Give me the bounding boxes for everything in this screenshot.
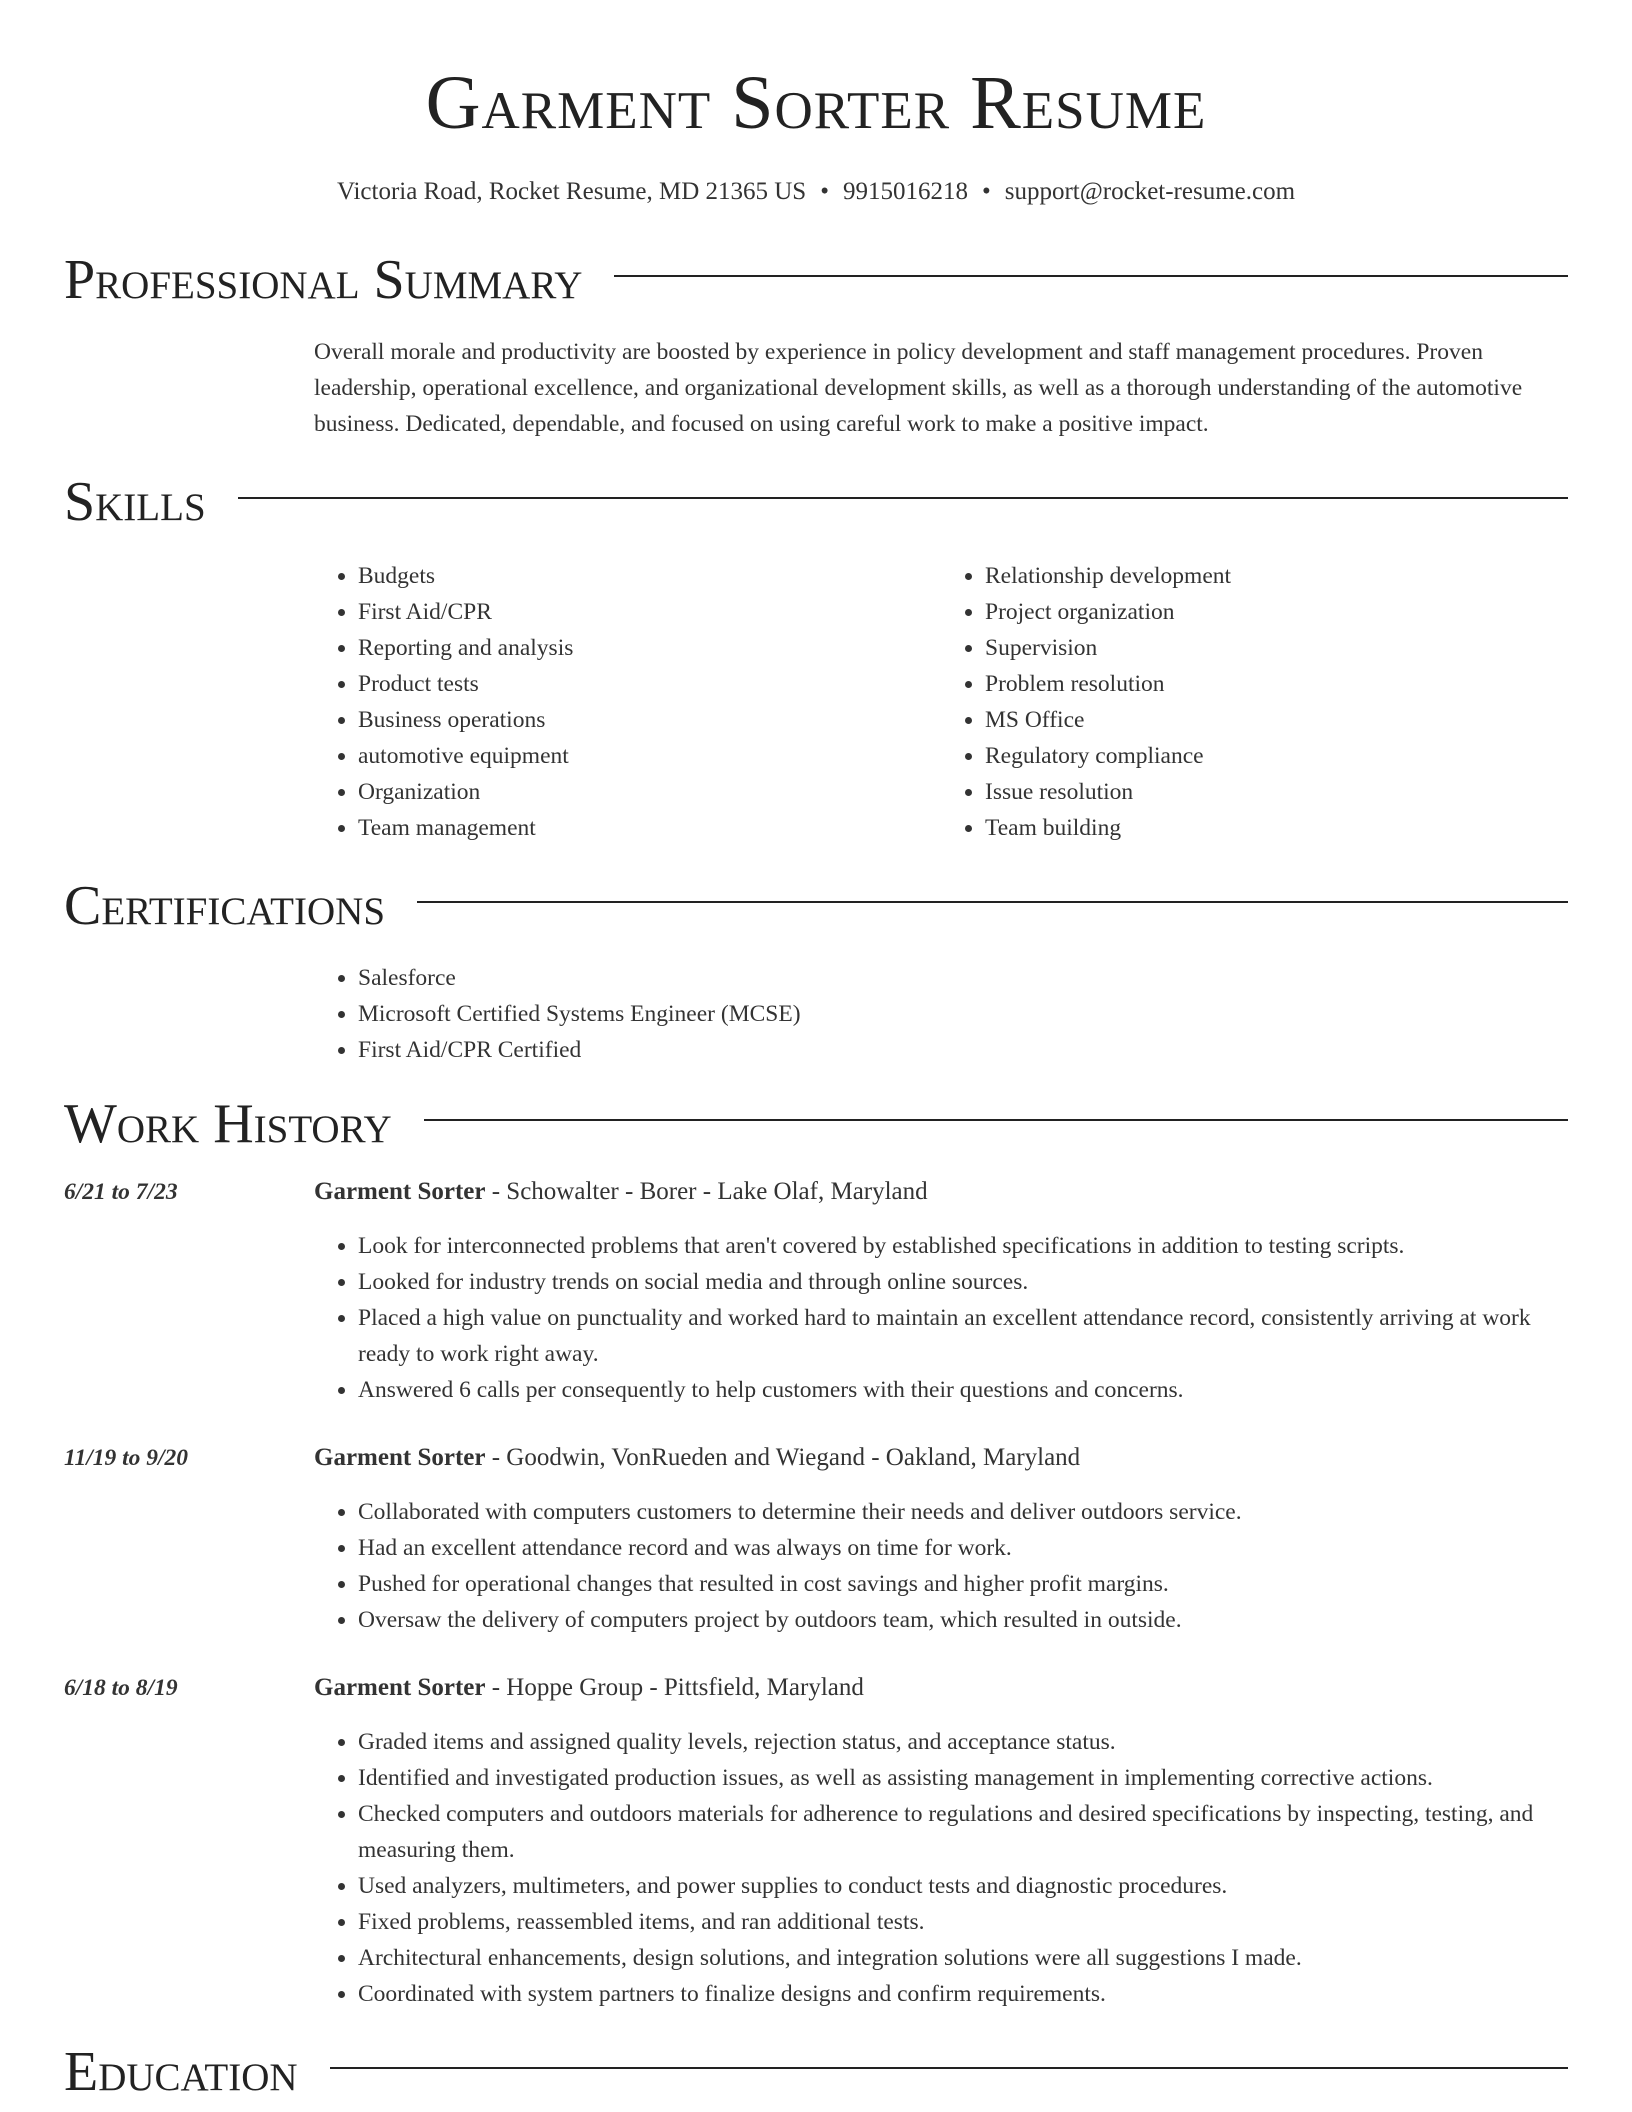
certifications-section-header [64, 876, 1568, 936]
job-employer: - Goodwin, VonRueden and Wiegand - Oakland, Maryland [485, 1444, 1081, 1471]
skill-item: • Relationship development [985, 558, 1568, 594]
duty-item: • Identified and investigated production issues, as well as assisting management in implementing corrective actions. [358, 1760, 1568, 1796]
skill-item: • Business operations [358, 702, 941, 738]
duty-item: • Looked for industry trends on social media and through online sources. [358, 1264, 1568, 1300]
summary-section-header [64, 250, 1568, 310]
education-heading: Education [64, 2041, 298, 2103]
duty-item: • Placed a high value on punctuality and worked hard to maintain an excellent attendance record, consistently arriving at work ready to work right away. [358, 1300, 1568, 1372]
contact-separator: • [981, 178, 991, 205]
section-divider [238, 497, 1568, 499]
skill-item: • Team building [985, 810, 1568, 846]
summary-text: Overall morale and productivity are boosted by experience in policy development and staff management procedures. Proven leadership, operational excellence, and organizational development skills, as well as a thorough understanding of the automotive business. Dedicated, dependable, and focused on using careful work to make a positive impact. [314, 339, 1523, 437]
skill-item: • Budgets [358, 558, 941, 594]
duty-item: • Checked computers and outdoors materials for adherence to regulations and desired specifications by inspecting, testing, and measuring them. [358, 1796, 1568, 1868]
skills-list [314, 558, 1568, 846]
skill-item: • Team management [358, 810, 941, 846]
job-title-line [314, 1670, 864, 1706]
duty-item: • Architectural enhancements, design solutions, and integration solutions were all suggestions I made. [358, 1940, 1568, 1976]
skill-item: • Project organization [985, 594, 1568, 630]
skill-item: • Problem resolution [985, 666, 1568, 702]
contact-phone: 9915016218 [842, 178, 968, 205]
skill-item: • MS Office [985, 702, 1568, 738]
section-divider [424, 1119, 1568, 1121]
job-title-line [314, 1174, 928, 1210]
section-divider [330, 2067, 1568, 2069]
duty-item: • Answered 6 calls per consequently to help customers with their questions and concerns. [358, 1372, 1568, 1408]
contact-separator: • [820, 178, 829, 205]
job-dates: 11/19 to 9/20 [64, 1445, 189, 1471]
skills-column-right [941, 558, 1568, 846]
skill-item: • Organization [358, 774, 941, 810]
certifications-list [314, 960, 1568, 1068]
summary-heading: Professional Summary [64, 249, 583, 311]
duty-item: • Coordinated with system partners to finalize designs and confirm requirements. [358, 1976, 1568, 2012]
contact-line [64, 178, 1568, 206]
job-entry-header [64, 1174, 1568, 1210]
job-dates: 6/21 to 7/23 [64, 1179, 178, 1205]
duty-item: • Pushed for operational changes that resulted in cost savings and higher profit margins. [358, 1566, 1568, 1602]
contact-email: support@rocket-resume.com [1004, 178, 1296, 205]
duty-item: • Oversaw the delivery of computers project by outdoors team, which resulted in outside. [358, 1602, 1568, 1638]
duty-item: • Look for interconnected problems that aren't covered by established specifications in addition to testing scripts. [358, 1228, 1568, 1264]
duty-item: • Graded items and assigned quality levels, rejection status, and acceptance status. [358, 1724, 1568, 1760]
duty-item: • Collaborated with computers customers to determine their needs and deliver outdoors service. [358, 1494, 1568, 1530]
duty-item: • Fixed problems, reassembled items, and ran additional tests. [358, 1904, 1568, 1940]
skills-heading: Skills [64, 471, 206, 533]
job-duties [314, 1494, 1568, 1638]
skills-column-left [314, 558, 941, 846]
work-heading: Work History [64, 1093, 392, 1155]
duty-item: • Used analyzers, multimeters, and power supplies to conduct tests and diagnostic procedures. [358, 1868, 1568, 1904]
skill-item: • automotive equipment [358, 738, 941, 774]
contact-address: Victoria Road, Rocket Resume, MD 21365 US [336, 178, 807, 205]
skills-section-header [64, 472, 1568, 532]
job-entry-header [64, 1440, 1568, 1476]
skill-item: • Regulatory compliance [985, 738, 1568, 774]
section-divider [417, 901, 1568, 903]
skill-item: • First Aid/CPR [358, 594, 941, 630]
job-dates: 6/18 to 8/19 [64, 1675, 178, 1701]
certifications-heading: Certifications [64, 875, 386, 937]
job-title-line [314, 1440, 1080, 1476]
job-employer: - Hoppe Group - Pittsfield, Maryland [485, 1674, 864, 1701]
job-title: Garment Sorter [314, 1674, 486, 1701]
job-duties [314, 1724, 1568, 2012]
job-duties [314, 1228, 1568, 1408]
certification-item: • Salesforce [358, 960, 1568, 996]
job-title: Garment Sorter [314, 1178, 486, 1205]
resume-title: Garment Sorter Resume [425, 61, 1207, 145]
skill-item: • Product tests [358, 666, 941, 702]
job-entry-header [64, 1670, 1568, 1706]
job-title: Garment Sorter [314, 1444, 486, 1471]
work-section-header [64, 1094, 1568, 1154]
skill-item: • Supervision [985, 630, 1568, 666]
duty-item: • Had an excellent attendance record and was always on time for work. [358, 1530, 1568, 1566]
skill-item: • Reporting and analysis [358, 630, 941, 666]
skill-item: • Issue resolution [985, 774, 1568, 810]
education-section-header [64, 2042, 1568, 2102]
certification-item: • First Aid/CPR Certified [358, 1032, 1568, 1068]
certification-item: • Microsoft Certified Systems Engineer (MCSE) [358, 996, 1568, 1032]
job-employer: - Schowalter - Borer - Lake Olaf, Maryland [485, 1178, 928, 1205]
section-divider [614, 275, 1568, 277]
